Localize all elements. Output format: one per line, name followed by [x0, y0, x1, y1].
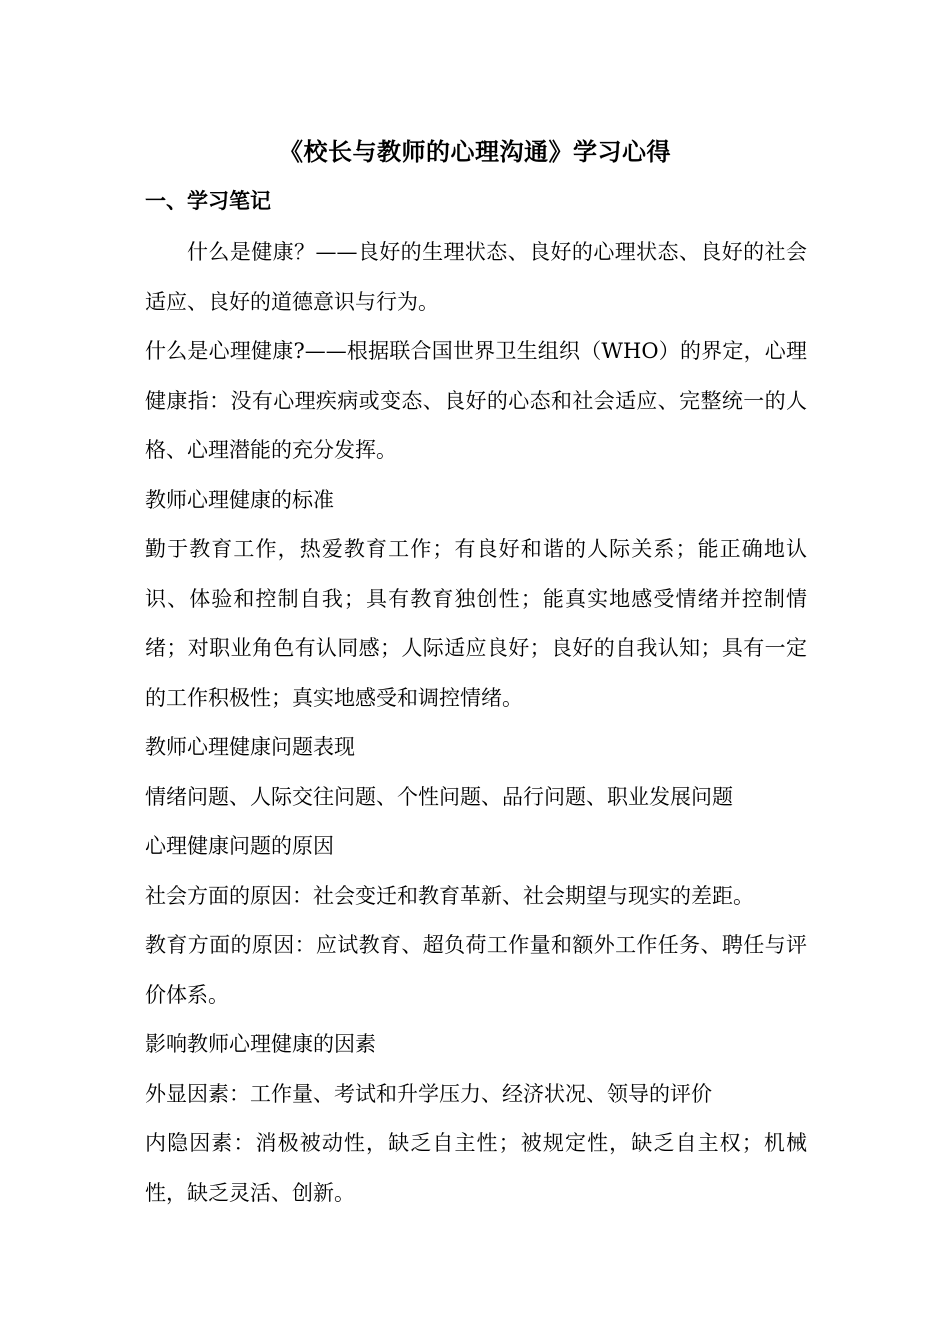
- paragraph-factor-heading: 影响教师心理健康的因素: [145, 1032, 376, 1056]
- paragraph-social-cause: 社会方面的原因：社会变迁和教育革新、社会期望与现实的差距。: [145, 883, 754, 908]
- paragraph-teacher-standard-heading: 教师心理健康的标准: [145, 487, 334, 512]
- paragraph-problem-heading: 教师心理健康问题表现: [145, 735, 355, 759]
- paragraph-teacher-standard: 勤于教育工作，热爱教育工作；有良好和谐的人际关系；能正确地认识、体验和控制自我；具有教育独创性；能真实地感受情绪并控制情绪；对职业角色有认同感；人际适应良好；良好的自我认知；具有一定的工作积极性；真实地感受和调控情绪。: [145, 537, 807, 710]
- section-heading: 一、学习笔记: [145, 189, 271, 213]
- paragraph-internal-factor: 内隐因素：消极被动性，缺乏自主性；被规定性，缺乏自主权；机械性，缺乏灵活、创新。: [145, 1131, 807, 1205]
- document-body: [145, 228, 807, 1218]
- paragraph-health-definition: 什么是健康？——良好的生理状态、良好的心理状态、良好的社会适应、良好的道德意识与行为。: [145, 240, 807, 314]
- paragraph-problem-list: 情绪问题、人际交往问题、个性问题、品行问题、职业发展问题: [145, 784, 733, 809]
- paragraph-cause-heading: 心理健康问题的原因: [145, 834, 334, 858]
- paragraph-external-factor: 外显因素：工作量、考试和升学压力、经济状况、领导的评价: [145, 1081, 712, 1106]
- paragraph-mental-health-definition: 什么是心理健康?——根据联合国世界卫生组织（WHO）的界定，心理健康指：没有心理疾病或变态、良好的心态和社会适应、完整统一的人格、心理潜能的充分发挥。: [145, 339, 807, 462]
- paragraph-education-cause: 教育方面的原因：应试教育、超负荷工作量和额外工作任务、聘任与评价体系。: [145, 933, 807, 1007]
- document-title: 《校长与教师的心理沟通》学习心得: [279, 138, 671, 166]
